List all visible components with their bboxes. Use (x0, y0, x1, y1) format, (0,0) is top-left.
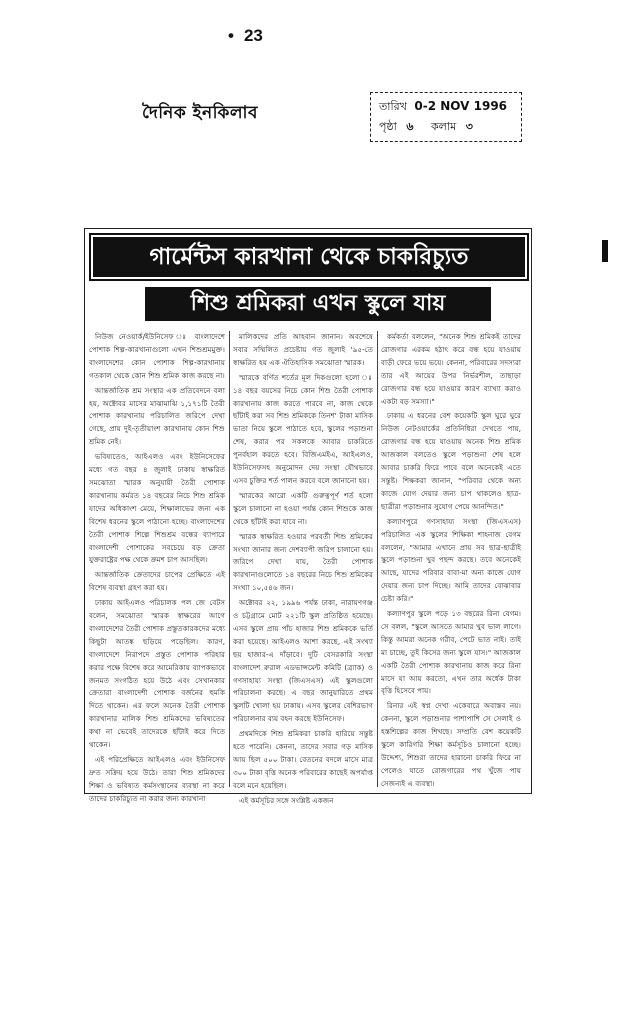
column-divider (377, 331, 378, 787)
paragraph: আন্তর্জাতিক শ্রম সংস্থার এক প্রতিবেদনে বলা হয়, অক্টোবর মাসের মাঝামাঝি ১,১৭১টি তৈরী পোশাক কারখানায় পরিচালিত জরিপে দেখা গেছে, প্রায় দুই-তৃতীয়াংশ কারখানায় কোন শিশু শ্রমিক নেই। (89, 385, 225, 447)
stamp-column-value: ৩ (465, 120, 473, 133)
paragraph: ঢাকায় এ ধরনের বেশ কয়েকটি স্কুল ঘুরে ঘুরে নিউজ নেটওয়ার্কের প্রতিনিধিরা দেখতে পায়, রোজগার বন্ধ হয়ে যাওয়ায় অনেক শিশু শ্রমিক আজকাল বলতেও স্কুলে পড়াশুনা শেষ হলে আবার চাকরি ফিরে পাবে বলে অনেকেই এতে সন্তুষ্ট। শিক্ষকরা জানান, "পরিবার থেকে অন্য কাজে যোগ দেয়ার জন্য চাপ থাকলেও ছাত্র-ছাত্রীরা পড়াশুনার সুযোগ পেয়ে আনন্দিত।" (381, 411, 521, 511)
paragraph: রিনার এই স্বপ্ন দেখা একেবারে অবাস্তব নয়। কেননা, স্কুলে পড়াশুনার পাশাপাশি সে সেলাই ও হস্তশিল্পের কাজ শিখছে। সম্প্রতি বেশ কয়েকটি স্কুলে কারিগরি শিক্ষা কর্মসূচিও চালানো হচ্ছে। উদ্দেশ্য, শিশুরা তাদের হারানো চাকরি ফিরে না পেলেও যাতে রোজগারের পথ খুঁজে পায় সেজন্যই এ ব্যবস্থা। (381, 701, 521, 788)
stamp-column-label: কলাম (430, 120, 457, 133)
stamp-date-label: তারিখ (379, 100, 407, 113)
paragraph: স্মারকের আরো একটি গুরুত্বপূর্ণ শর্ত হলো স্কুলে চালানো না হওয়া পর্যন্ত কোন শিশুকে কাজ থেকে ছাঁটাই করা যাবে না। (233, 490, 373, 526)
article-body (89, 331, 525, 805)
page-number-text: 23 (243, 26, 263, 45)
stamp-page-value: ৬ (406, 120, 414, 133)
news-clipping (84, 228, 532, 805)
paragraph: অক্টোবর ২২, ১৯৯৬ পর্যন্ত ঢাকা, নারায়ণগঞ্জ ও চট্টগ্রামে মোট ২২১টি স্কুল প্রতিষ্ঠিত হয়েছে। এসব স্কুলে প্রায় পাঁচ হাজার শিশু শ্রমিককে ভর্তি করা হয়েছে। আইএলও আশা করছে, এই সংখ্যা ছয় হাজার-এ দাঁড়াবে। দুটি বেসরকারি সংস্থা বাংলাদেশ রুরাল এডভান্সমেন্ট কমিটি (ব্র্যাক) ও গণসাহায্য সংস্থা (জিএসএস) এই স্কুলগুলো পরিচালনা করছে। এ বছর জানুয়ারিতে প্রথম স্কুলটি খোলা হয় ঢাকায়। এসব স্কুলের বেশিরভাগ পরিচালনার ব্যয় বহন করছে ইউনিসেফ। (233, 598, 373, 724)
stamp-date-value: 0-2 NOV 1996 (414, 99, 508, 113)
archive-date-stamp (370, 92, 522, 142)
article-headline: গার্মেন্টস কারখানা থেকে চাকরিচ্যুত (89, 233, 529, 281)
article-column-1 (89, 331, 225, 803)
paragraph: কল্যাণপুর স্কুলে পড়ে ১৩ বছরের রিনা বেগম। সে বলল, "স্কুলে আসতে আমার খুব ভাল লাগে। কিন্তু আমরা অনেক গরীব, পেটে ভাত নাই। তাই মা চাচ্ছে, তুই কিসের জন্য স্কুলে যাস।" আজকাল একটি তৈরী পোশাক কারখানায় কাজ করে রিনা মাসে যা আয় করতো, এখন তার অর্ধেক টাকা বৃত্তি হিসেবে পায়। (381, 609, 521, 696)
newspaper-masthead: দৈনিক ইনকিলাব (142, 103, 258, 123)
paragraph: স্মারক স্বাক্ষরিত হওয়ার পরবর্তী শিশু শ্রমিকের সংখ্যা জানার জন্য দেশব্যাপী জরিপ চালানো হয়। জরিপে দেখা যায়, তৈরী পোশাক কারখানাগুলোতে ১৪ বছরের নিচে শিশু শ্রমিকের সংখ্যা ১০,৫৪৬ জন। (233, 531, 373, 593)
page-dot-mark: • (228, 26, 234, 45)
column-divider (229, 331, 230, 787)
paragraph: ঢাকায় আইএলও পরিচালক পল জে বেটস বলেন, সমঝোতা স্মারক স্বাক্ষরের আগে বাংলাদেশের তৈরী পোশাক প্রস্তুতকারকদের মধ্যে কিছুটা আতঙ্ক ছড়িয়ে পড়েছিল। কারণ, বাংলাদেশে নিরাপদে প্রস্তুত পোশাক পরিহার করার পক্ষে বিশেষ করে আমেরিকায় ব্যাপকভাবে জনমত সংগঠিত হয়ে উঠে এবং সেখানকার ক্রেতারা বাংলাদেশী পোশাক বর্জনের হুমকি দিতে থাকেন। এর ফলে অনেক তৈরী পোশাক কারখানার মালিক শিশু শ্রমিকদের ভবিষ্যতের কথা না ভেবেই তাদেরকে ছাঁটাই করে দিতে থাকেন। (89, 598, 225, 750)
stamp-date-row (379, 98, 507, 117)
paragraph: এই পরিপ্রেক্ষিতে আইএলও এবং ইউনিসেফ দ্রুত সক্রিয় হয়ে উঠে। তারা শিশু শ্রমিকদের শিক্ষা ও ভবিষ্যত কর্মসংস্থানের ব্যবস্থা না করে তাদের চাকরিচ্যুত না করার জন্য কারখানা (89, 755, 225, 803)
article-subheadline: শিশু শ্রমিকরা এখন স্কুলে যায় (143, 285, 493, 323)
paragraph: প্রথমদিকে শিশু শ্রমিকরা চাকরি হারিয়ে সন্তুষ্ট হতে পারেনি। কেননা, তাদের সবার গড় মাসিক আয় ছিল ৫০০ টাকা। বেতনের বদলে মাসে মাত্র ৩০০ টাকা বৃত্তি অনেক পরিবারের কাছেই অপর্যাপ্ত বলে মনে হয়েছিল। (233, 729, 373, 790)
article-column-2 (233, 331, 373, 805)
paragraph: ভবিষ্যতেও, আইএলও এবং ইউনিসেফের মধ্যে গত বছর ৪ জুলাই ঢাকায় স্বাক্ষরিত সমঝোতা স্মারক অনুযায়ী তৈরী পোশাক কারখানায় কর্মরত ১৪ বছরের নিচে শিশু শ্রমিক যাদের অধিকাংশ মেয়ে, শিক্ষালাভের জন্য এক বিশেষ ধরনের স্কুলে পাঠানো হচ্ছে। বাংলাদেশের তৈরী পোশাক শিল্পে শিশুশ্রম বন্ধের ব্যাপারে বাংলাদেশী পোশাকের সবচেয়ে বড় ক্রেতা যুক্তরাষ্ট্রের পক্ষ থেকে ক্রমশ চাপ আসছিল। (89, 452, 225, 565)
paragraph: মালিকদের প্রতি আহবান জানান। অবশেষে সবার সম্মিলিত প্রচেষ্টায় গত জুলাই '৯৫-তে স্বাক্ষরিত হয় এক ঐতিহাসিক সমঝোতা স্মারক। (233, 332, 373, 367)
paragraph: নিউজ নেওয়ার্ক/ইউনিসেফ ঃ বাংলাদেশে পোশাক শিল্প-কারখানাগুলো এখন শিশুশ্রমমুক্ত। বাংলাদেশের কোন পোশাক শিল্প-কারখানায় গতকাল থেকে কোন শিশু শ্রমিক কাজ করছে না। (89, 332, 225, 380)
paragraph: আন্তর্জাতিক ক্রেতাদের চাপের প্রেক্ষিতে এই বিশেষ ব্যবস্থা গ্রহণ করা হয়। (89, 570, 225, 593)
paragraph: স্মারকে বর্ণিত শর্তের মূল দিকগুলো হলো ঃ ১৪ বছর বয়সের নিচে কোন শিশু তৈরী পোশাক কারখানায় কাজ করতে পারবে না, কাজ থেকে ছাঁটাই করা সব শিশু শ্রমিককে তিনশ' টাকা মাসিক ভাতা নিয়ে স্কুলে পাঠাতে হবে, স্কুলের পড়াশুনা শেষ, করার পর সকলকে আবার চাকরিতে পুনর্বহাল করতে হবে। বিজিএমইএ, আইএলও, ইউনিসেফসহ অনুমোদন দেয় সংস্থা যৌথভাবে এসব চুক্তির শর্ত পালন করবে বলে জানানো হয়। (233, 372, 373, 485)
scan-margin-mark (602, 240, 608, 262)
paragraph: কল্যাণপুরে গণসাহায্য সংস্থা (জিএসএস) পরিচালিত এক স্কুলের শিক্ষিকা শাহনাজ বেগম বললেন, "আমার এখানে প্রায় সব ছাত্র-ছাত্রীই স্কুলে পড়াশুনা খুব পছন্দ করছে। তবে অনেকেই আছে, যাদের পরিবার বাবা-মা অন্য কাজে যোগ দেয়ার জন্য চাপ দিচ্ছে। আমি তাদের বোঝাবার চেষ্টা করি।" (381, 516, 521, 604)
paragraph: কর্মকর্তা বললেন, "অনেক শিশু শ্রমিকই তাদের রোজগার এরকম হঠাৎ করে বন্ধ হয়ে যাওয়ায় বাড়ী ফেরে ভয়ে ভয়ে। কেননা, পরিবারের সদস্যরা তার এই আয়ের উপর নির্ভরশীল, তাছাড়া রোজগার বন্ধ হয়ে যাওয়ার কারণ ব্যাখ্যা করাও একটা বড় সমস্যা।" (381, 332, 521, 406)
stamp-page-row (379, 118, 487, 137)
page-number (228, 26, 263, 46)
article-column-3 (381, 331, 521, 787)
stamp-page-label: পৃষ্ঠা (379, 120, 397, 133)
paragraph: এই কর্মসূচির সঙ্গে সংশ্লিষ্ট একজন (239, 795, 334, 805)
